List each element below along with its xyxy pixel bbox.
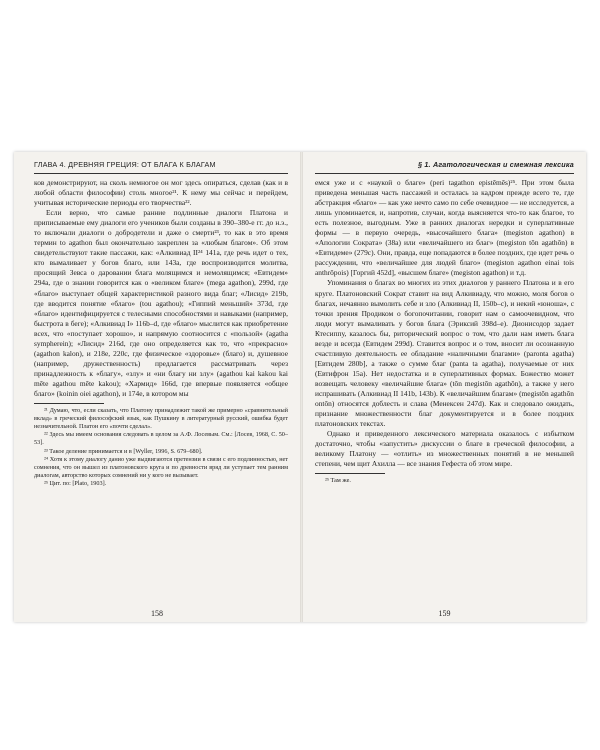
paragraph: Упоминания о благах во многих из этих диалогов у раннего Платона и в его круге. Платоновский Сократ ставит на вид Алкивиаду, что можно, моля богов о благах, нечаянно вымолить себе и зло (Алкивиад II, 150b–c), и некий «юноша», с точки зрения Продиком о богопочитании, говорит нам о самоочевидном, что люди могут вымаливать у богов блага (Эриксий 398d–е). Дионисодор задает Ктесиппу, казалось бы, риторический вопрос о том, что дали нам иметь блага везде и всегда (Евтидем 299d). Ставится вопрос и о том, вносит ли осознанную счастливую деятельность ее обладание «наличными благами» (paronta agatha) [Евтидем 280b], а также о сумме благ (panta ta agatha), получаемые от них (Евтифрон 15а). Нет недостатка и в суперлативных формах. Божество может возвещать человеку «величайшие блага» (tōn megistōn agathōn), а также у него испрашивать (Алкивиад II 141b, 143b). К «величайшим благам» (megistōn agathōn ontōn) относятся доблесть и слава (Менексен 247d). Как и следовало ожидать, признание множественности благ документируется и в более поздних платоновских текстах. [315, 278, 574, 429]
footnote: ²⁵ Там же. [325, 477, 351, 485]
footnote-rule [315, 473, 385, 474]
page-number: 158 [151, 609, 163, 618]
paragraph: емся уже и с «наукой о благе» (peri tagathon epistēmēs)²⁵. При этом была приведена меньшая часть пассажей и осталась за кадром прежде всего те, где абстракция «благо» — как уже нечто само по себе очевидное — не исследуется, а лишь упоминается, и, напротив, случаи, когда выясняется что-то как благое, то есть полезное, выгодным. Уже в ранних диалогах нередки и суперлативные формы — в первую очередь, «высочайшего блага» (megiston agathon) в «Апологии Сократа» (38а) или «величайшего из благ» (megiston tōn agathōn) в «Евтидеме» (279с). Они, правда, еще попадаются в более поздних, где идет речь о рассуждении, что «величайшее для людей благо» (megiston agathon einai tois anthrōpois) [Горгий 452d], «высшем благе» (megiston agathon) и т.д. [315, 178, 574, 278]
running-header-left: ГЛАВА 4. ДРЕВНЯЯ ГРЕЦИЯ: ОТ БЛАГА К БЛАГАМ [34, 160, 216, 169]
footnote: ²⁵ Цит. по: [Plato, 1903]. [44, 479, 107, 487]
footnote: ²⁴ Хотя к этому диалогу данио уже выдвигаются претензии в связи с его подлинностью, нет сомнения, что он вышел из платоновского круга и по древности вряд ли уступает тем ранним диалогам, авторство которых сомнений ни у кого не вызывает. [34, 455, 288, 479]
right-page [303, 152, 586, 622]
footnote-rule [34, 403, 104, 404]
header-rule [315, 173, 574, 174]
book-spread [14, 152, 586, 622]
footnote: ²³ Такое деление принимается и в [Wyller, 1996, S. 679–680]. [44, 447, 203, 455]
left-page [14, 152, 300, 622]
right-page-body [315, 178, 574, 485]
left-page-body [34, 178, 288, 488]
paragraph: Если верно, что самые ранние подлинные диалоги Платона и приписываемые ему диалоги его учеников были созданы в 390–380-е гг. до н.э., то включали диалоги о добродетели и даже о смерти²³, то как в это время термин to agathon был окончательно закреплен за «любым благом». Об этом свидетельствуют такие пассажи, как: «Алкивиад II²⁴ 141а, где речь идет о тех, кто вымаливает у богов благо, или 143а, где воспроизводится молитва, просящий Зевса о даровании блага молящимся и немолящимся; «Евтидем» 294а, где о знании говорится как о «великом благе» (mega agathon), 299d, где «благо» выступает общей характеристикой разного вида благ; «Лисид» 219b, где вводится понятие «благо» (tou agathou); «Гиппий меньший» 373d, где «благо» идентифицируется с телесными способностями и навыками (например, быстрота в беге); «Алкивиад I» 116b–d, где «благо» мыслится как приобретение всех, что «поступает хорошо», и напрямую соотносится с «пользой» (agatha sympherein); «Лисид» 216d, где оно определяется как то, что «прекрасно» (agathon kalon), и 218е, 220с, где физическое «здоровье» (благо) и, душевное (например, дружественность) предлагается рассматривать через принадлежность к «благу», «злу» и «ни благу ни злу» (agathou kai kakou kai mēte agathou mēte kakou); «Хармид» 166d, где впервые появляется «общее благо» (koinin oiei agathon), и 174е, в котором мы [34, 208, 288, 398]
header-rule [34, 173, 288, 174]
paragraph: ков демонстрируют, на сколь немногое он мог здесь опираться, сделав (как и в любой области философии) столь многое²¹. К нему мы сейчас и перейдем, учитывая исторические периоды его творчества²². [34, 178, 288, 208]
footnote: ²¹ Думаю, что, если сказать, что Платону принадлежит такой же примерно «сравнительный вклад» в греческий философский язык, как Пушкину в литературный русский, ошибка будет незначительной. Платон его «почти сделал». [34, 407, 288, 431]
running-header-right: § 1. Агатологическая и смежная лексика [417, 160, 574, 169]
footnote: ²² Здесь мы имеем основания следовать в целом за А.Ф. Лосевым. См.: [Лосев, 1968, С. 50–53]. [34, 431, 288, 447]
page-number: 159 [438, 609, 451, 618]
paragraph: Однако и приведенного лексического материала оказалось с избытком достаточно, чтобы «запустить» дискуссии о благе в греческой философии, а великому Платону — «отлить» из множественных понятий в не меньшей степени, чем щит Ахилла — все знания Гефеста об этом мире. [315, 429, 574, 469]
